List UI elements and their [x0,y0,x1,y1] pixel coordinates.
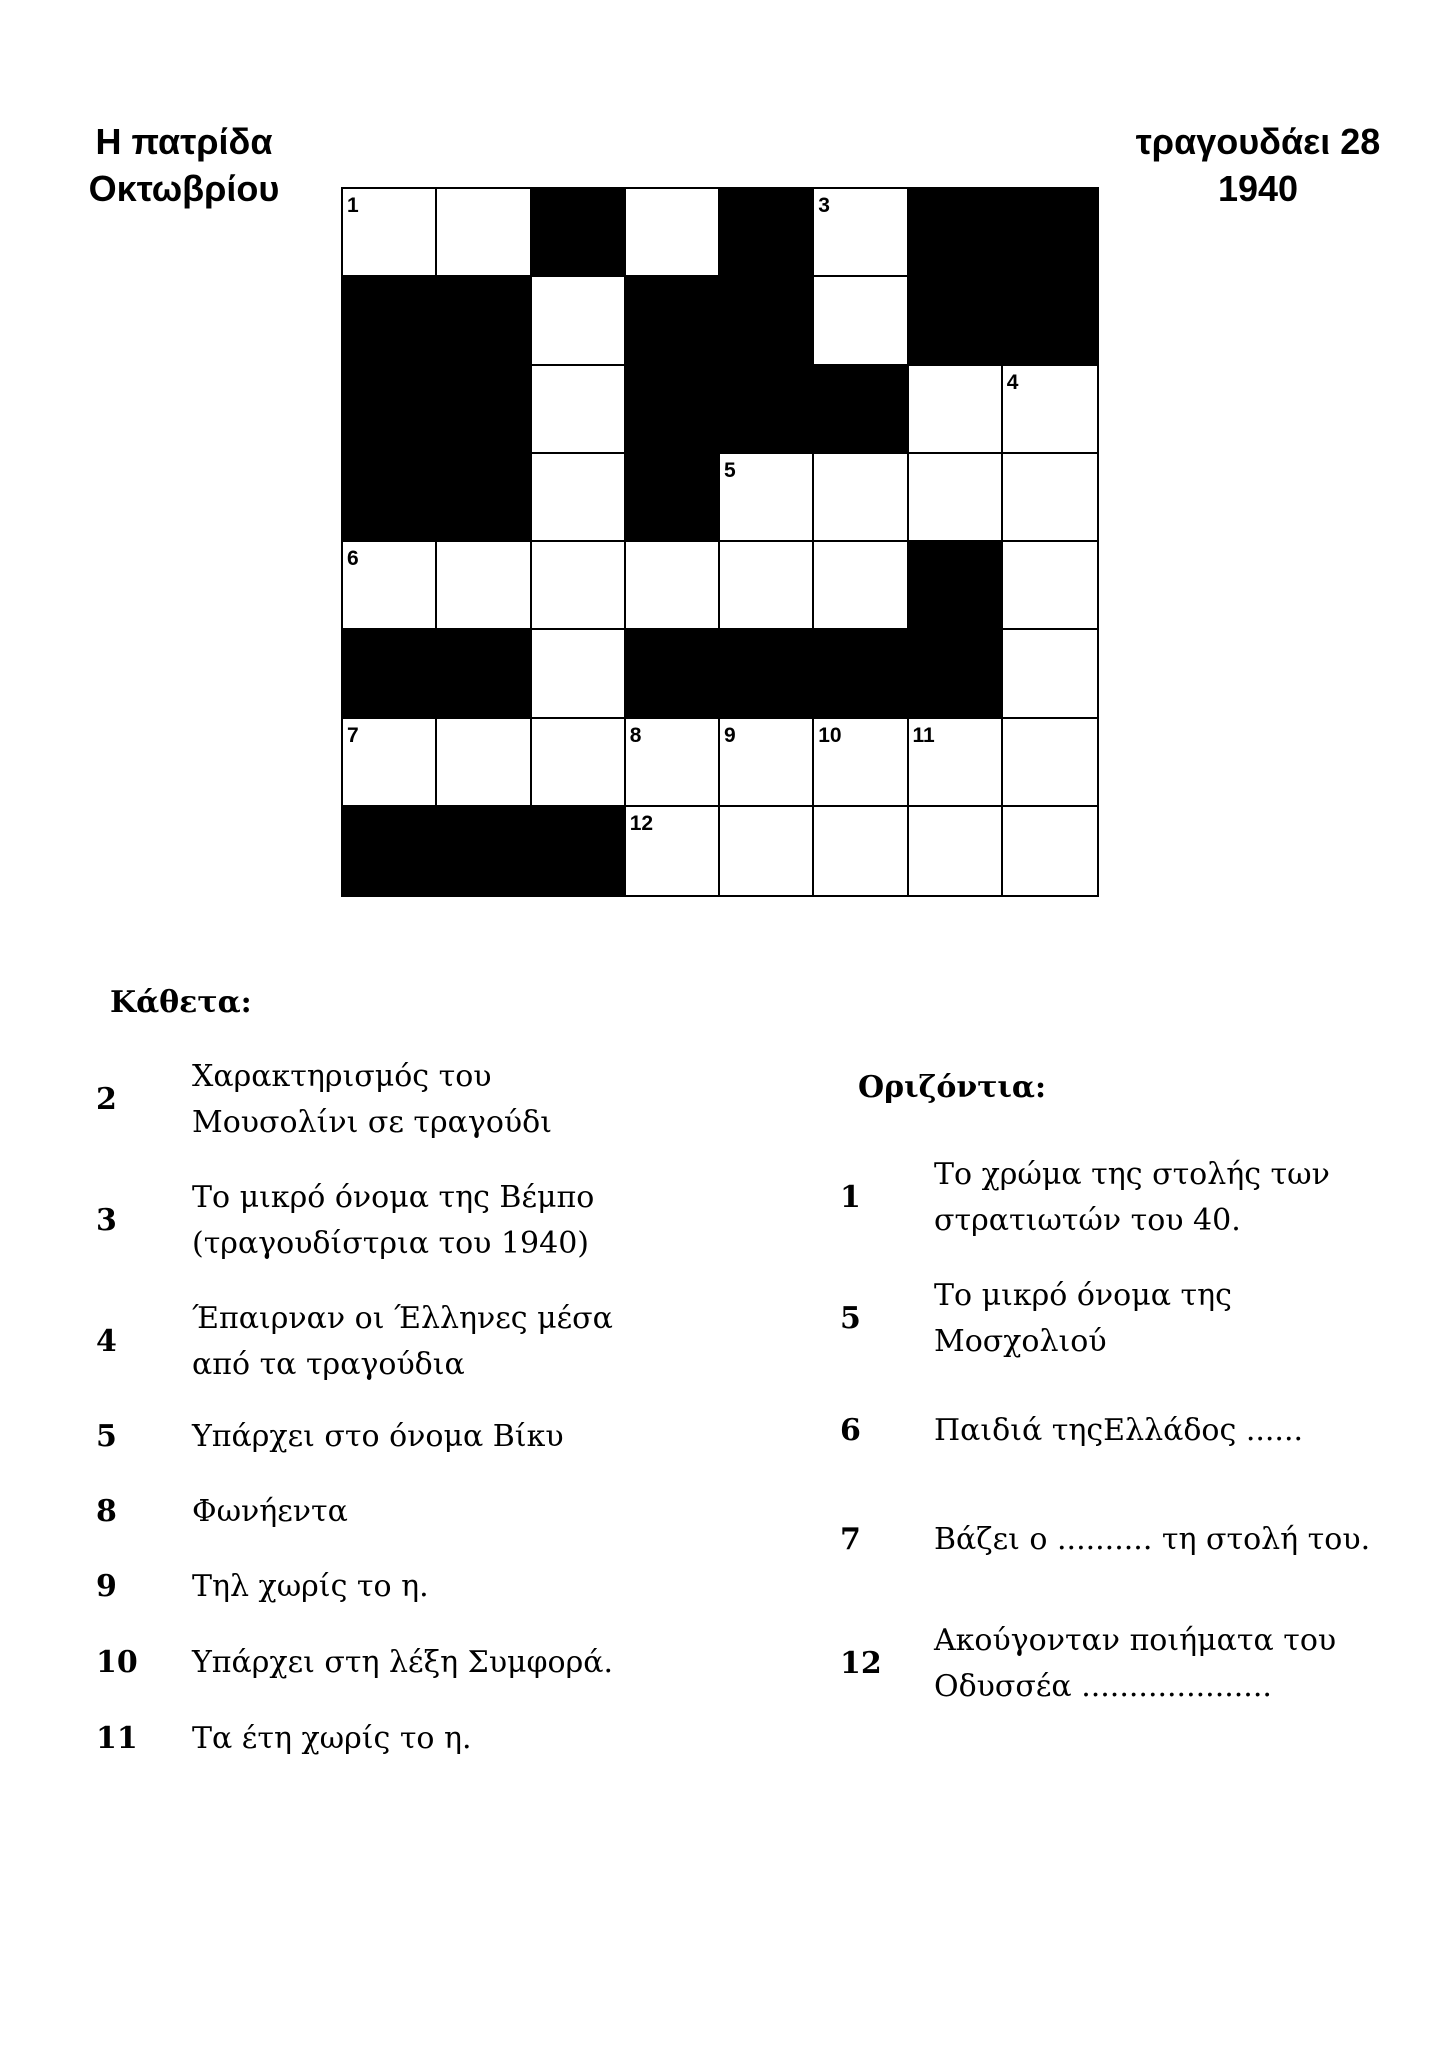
grid-cell-black [909,542,1003,630]
clue-text: Χαρακτηρισμός του Μουσολίνι σε τραγούδι [192,1059,552,1140]
grid-cell[interactable] [909,719,1003,807]
title-left: Η πατρίδα Οκτωβρίου [88,121,280,209]
grid-cell-black [909,630,1003,718]
grid-cell-black [626,277,720,365]
grid-clue-number: 8 [629,723,642,747]
grid-cell-black [437,277,531,365]
grid-cell[interactable] [437,542,531,630]
clue-number: 5 [96,1419,117,1454]
grid-cell[interactable] [626,542,720,630]
clue-text: Ακούγονταν ποιήματα του Οδυσσέα .................... [934,1623,1337,1704]
grid-cell-black [814,630,908,718]
grid-cell-black [909,277,1003,365]
grid-clue-number: 7 [347,723,359,747]
grid-clue-number: 10 [818,723,842,747]
grid-cell-black [437,366,531,454]
grid-cell-black [343,630,437,718]
grid-cell[interactable] [437,719,531,807]
grid-cell[interactable] [532,277,626,365]
grid-cell[interactable] [626,189,720,277]
clue-text: Το χρώμα της στολής των στρατιωτών του 40. [934,1157,1330,1238]
title-right: τραγουδάει 28 1940 [1135,121,1381,209]
down-clue [96,1564,716,1610]
clue-text: Υπάρχει στο όνομα Βίκυ [192,1419,564,1454]
grid-cell-black [909,189,1003,277]
grid-cell[interactable] [1003,454,1097,542]
clue-text: Παιδιά τηςΕλλάδος ...... [934,1413,1304,1448]
clue-number: 12 [840,1646,882,1681]
grid-cell[interactable] [343,719,437,807]
grid-cell[interactable] [532,630,626,718]
grid-cell[interactable] [720,454,814,542]
clue-text: Φωνήεντα [192,1494,348,1529]
grid-cell[interactable] [720,542,814,630]
grid-clue-number: 4 [1006,370,1019,394]
grid-cell[interactable] [909,366,1003,454]
grid-cell[interactable] [1003,366,1097,454]
grid-cell-black [437,454,531,542]
grid-clue-number: 12 [629,811,654,835]
grid-cell[interactable] [1003,630,1097,718]
down-clue [96,1489,716,1535]
grid-cell-black [626,630,720,718]
grid-cell[interactable] [1003,542,1097,630]
clue-number: 10 [96,1645,138,1680]
grid-cell[interactable] [814,277,908,365]
across-clue [840,1408,1448,1454]
grid-clue-number: 11 [912,723,935,747]
clue-number: 5 [840,1301,861,1336]
grid-cell-black [437,807,531,895]
grid-cell-black [626,454,720,542]
clue-text: Βάζει ο .......... τη στολή του. [934,1522,1371,1557]
grid-cell[interactable] [343,189,437,277]
grid-cell[interactable] [1003,719,1097,807]
grid-cell[interactable] [626,719,720,807]
grid-cell-black [1003,189,1097,277]
grid-clue-number: 2 [535,194,548,217]
down-clue [96,1054,716,1146]
grid-cell[interactable] [532,366,626,454]
grid-cell[interactable] [532,454,626,542]
grid-cell[interactable] [437,189,531,277]
clue-number: 3 [96,1203,117,1238]
clue-text: Το μικρό όνομα της Μοσχολιού [934,1278,1232,1359]
grid-cell-black [720,630,814,718]
down-clue [96,1175,716,1267]
grid-cell[interactable] [909,807,1003,895]
grid-cell[interactable] [814,542,908,630]
clue-text: Το μικρό όνομα της Βέμπο (τραγουδίστρια του 1940) [192,1180,595,1261]
grid-cell-black [1003,277,1097,365]
grid-cell[interactable] [343,542,437,630]
clue-text: Τα έτη χωρίς το η. [192,1721,472,1756]
grid-cell-black [720,277,814,365]
grid-cell-black [343,277,437,365]
grid-clue-number: 5 [724,458,736,482]
grid-cell-black [532,189,626,277]
down-clue [96,1640,716,1686]
clue-number: 1 [840,1180,861,1215]
clue-text: Έπαιρναν οι Έλληνες μέσα από τα τραγούδια [192,1301,613,1382]
grid-cell[interactable] [626,807,720,895]
clue-number: 8 [96,1494,117,1529]
grid-cell-black [343,454,437,542]
across-heading: Οριζόντια: [858,1070,1047,1105]
grid-cell[interactable] [814,454,908,542]
grid-clue-number: 3 [818,194,830,217]
clue-text: Υπάρχει στη λέξη Συμφορά. [192,1645,614,1680]
grid-cell[interactable] [814,189,908,277]
across-clue [840,1152,1448,1244]
grid-cell[interactable] [814,807,908,895]
grid-cell[interactable] [532,719,626,807]
across-clue [840,1273,1448,1365]
clue-number: 4 [96,1324,117,1359]
grid-clue-number: 6 [347,547,359,570]
grid-cell-black [814,366,908,454]
grid-cell[interactable] [814,719,908,807]
clue-text: Τηλ χωρίς το η. [192,1569,429,1604]
across-clue [840,1618,1448,1710]
down-clue [96,1716,716,1762]
clue-number: 11 [96,1721,138,1756]
across-clue [840,1517,1448,1563]
down-heading: Κάθετα: [110,985,252,1020]
clue-number: 7 [840,1522,861,1557]
grid-cell[interactable] [532,542,626,630]
clue-number: 9 [96,1569,117,1604]
grid-cell-black [720,189,814,277]
down-clue [96,1296,716,1388]
clue-number: 2 [96,1082,117,1117]
grid-cell[interactable] [720,807,814,895]
crossword-grid [341,187,1099,897]
grid-cell-black [343,366,437,454]
grid-cell[interactable] [720,719,814,807]
grid-cell-black [720,366,814,454]
down-clue [96,1414,716,1460]
grid-cell-black [626,366,720,454]
grid-cell-black [437,630,531,718]
grid-cell[interactable] [1003,807,1097,895]
clue-number: 6 [840,1413,861,1448]
grid-clue-number: 9 [724,723,736,747]
grid-cell-black [343,807,437,895]
grid-clue-number: 1 [347,194,359,217]
grid-cell-black [532,807,626,895]
grid-cell[interactable] [909,454,1003,542]
